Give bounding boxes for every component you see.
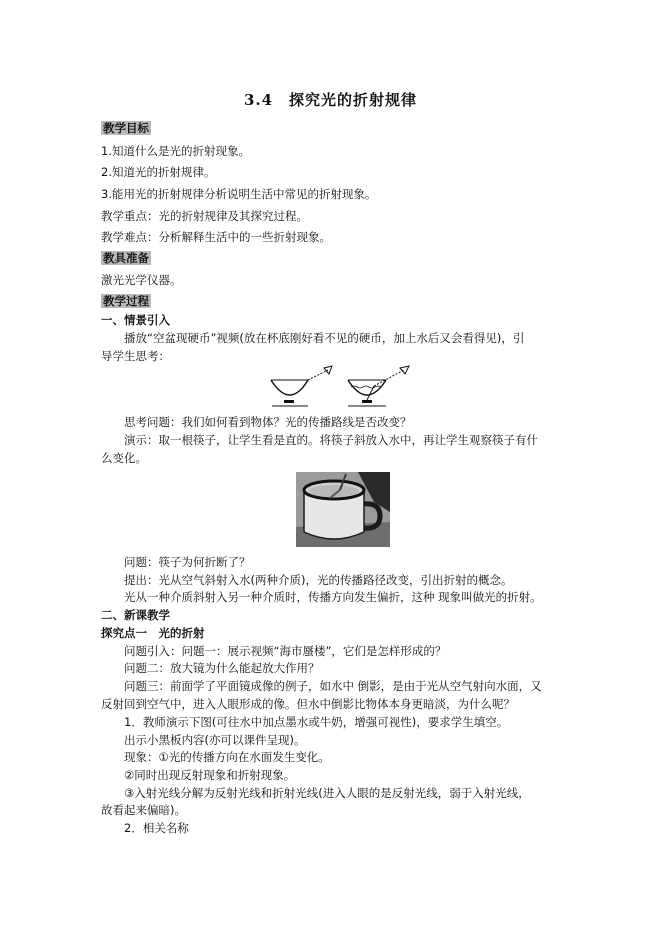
section2-heading: 二、新课教学 bbox=[101, 608, 170, 622]
para-3-line-2: 反射回到空气中，进入人眼形成的像。但水中倒影比物体本身更暗淡，为什么呢？ bbox=[101, 697, 515, 711]
para-3-line-1: 问题三：前面学了平面镜成像的例子，如水中 倒影，是由于光从空气射向水面，又 bbox=[124, 679, 542, 693]
para-7: ②同时出现反射现象和折射现象。 bbox=[124, 768, 296, 782]
key-point: 教学重点：光的折射规律及其探究过程。 bbox=[101, 209, 308, 223]
refraction-definition: 光从一种介质斜射入另一种介质时，传播方向发生偏折，这种 现象叫做光的折射。 bbox=[124, 590, 542, 604]
explore-point-1: 探究点一 光的折射 bbox=[101, 626, 205, 640]
goals-heading: 教学目标 bbox=[103, 121, 149, 135]
para-9: 2．相关名称 bbox=[124, 821, 189, 835]
page-title: 3.4 探究光的折射规律 bbox=[243, 91, 418, 109]
cup-chopstick-photo bbox=[296, 472, 390, 547]
para-8-line-1: ③入射光线分解为反射光线和折射光线(进入人眼的是反射光线，弱于入射光线， bbox=[124, 786, 530, 800]
goal-item-3: 3.能用光的折射规律分析说明生活中常见的折射现象。 bbox=[101, 187, 377, 201]
equipment-text: 激光光学仪器。 bbox=[101, 273, 182, 287]
goal-item-2: 2.知道光的折射规律。 bbox=[101, 165, 216, 179]
propose: 提出：光从空气斜射入水(两种介质)，光的传播路径改变，引出折射的概念。 bbox=[124, 573, 513, 587]
para-4: 1．教师演示下图(可往水中加点墨水或牛奶，增强可视性)，要求学生填空。 bbox=[124, 715, 509, 729]
para-6: 现象：①光的传播方向在水面发生变化。 bbox=[124, 750, 330, 764]
intro-line-1: 播放“空盆现硬币”视频(放在杯底刚好看不见的硬币，加上水后又会看得见)，引 bbox=[124, 331, 525, 345]
demo-line-2: 么变化。 bbox=[101, 451, 147, 465]
process-heading: 教学过程 bbox=[103, 294, 149, 308]
equipment-heading: 教具准备 bbox=[103, 251, 149, 265]
difficulty: 教学难点：分析解释生活中的一些折射现象。 bbox=[101, 230, 331, 244]
goal-item-1: 1.知道什么是光的折射现象。 bbox=[101, 144, 250, 158]
question-2: 问题：筷子为何折断了？ bbox=[124, 555, 251, 569]
demo-line-1: 演示：取一根筷子，让学生看是直的。将筷子斜放入水中，再让学生观察筷子有什 bbox=[124, 433, 538, 447]
para-8-line-2: 故看起来偏暗)。 bbox=[101, 803, 186, 817]
intro-line-2: 导学生思考： bbox=[101, 349, 170, 363]
para-1: 问题引入：问题一：展示视频“海市蜃楼”，它们是怎样形成的？ bbox=[124, 644, 447, 658]
think-question: 思考问题：我们如何看到物体？光的传播路线是否改变？ bbox=[124, 415, 412, 429]
section1-heading: 一、情景引入 bbox=[101, 313, 170, 327]
para-5: 出示小黑板内容(亦可以课件呈现)。 bbox=[124, 733, 306, 747]
coin-bowl-figure bbox=[268, 362, 418, 412]
para-2: 问题二：放大镜为什么能起放大作用？ bbox=[124, 661, 320, 675]
